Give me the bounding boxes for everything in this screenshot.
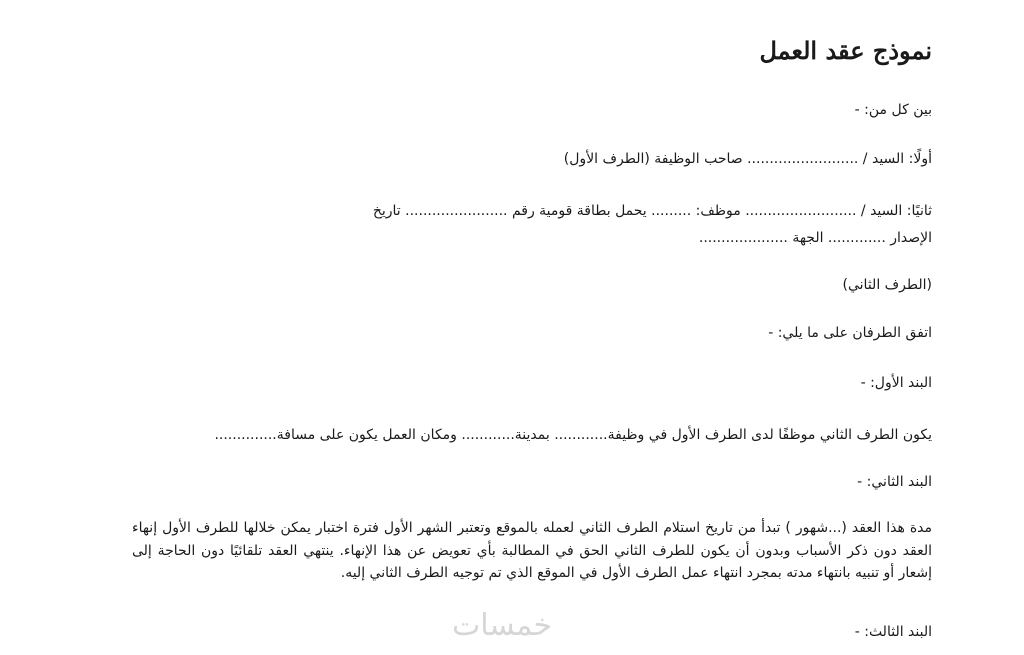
clause-1-heading: البند الأول: -	[860, 375, 932, 391]
clause-3-heading: البند الثالث: -	[854, 624, 932, 640]
parties-intro: بين كل من: -	[854, 102, 932, 118]
second-party-line-2: الإصدار ............. الجهة ....................	[698, 230, 932, 246]
second-party-label: (الطرف الثاني)	[842, 277, 932, 293]
clause-2-text: مدة هذا العقد (...شهور ) تبدأ من تاريخ استلام الطرف الثاني لعمله بالموقع وتعتبر الشهر الأول فترة اختبار يمكن خلالها للطرف الأول إنهاء العقد دون ذكر الأسباب وبدون أن يكون للطرف الثاني الحق في المطالبة بأي تعويض عن هذا الإنهاء. ينتهي العقد تلقائيًا دون الحاجة إلى إشعار أو تنبيه بانتهاء مدته بمجرد انتهاء عمل الطرف الأول في الموقع الذي تم توجيه الطرف الثاني إليه.	[132, 520, 932, 581]
first-party-line: أولًا: السيد / ......................... صاحب الوظيفة (الطرف الأول)	[563, 151, 932, 167]
clause-1-text: يكون الطرف الثاني موظفًا لدى الطرف الأول في وظيفة............ بمدينة............ ومكان العمل يكون على مسافة..............	[214, 427, 932, 443]
clause-2-heading: البند الثاني: -	[857, 474, 932, 490]
document-title: نموذج عقد العمل	[759, 36, 932, 65]
second-party-line-1: ثانيًا: السيد / ......................... موظف: ......... يحمل بطاقة قومية رقم ....................... تاريخ	[372, 203, 932, 219]
watermark-logo: خمسات	[452, 608, 553, 643]
agreement-intro: اتفق الطرفان على ما يلي: -	[768, 325, 932, 341]
